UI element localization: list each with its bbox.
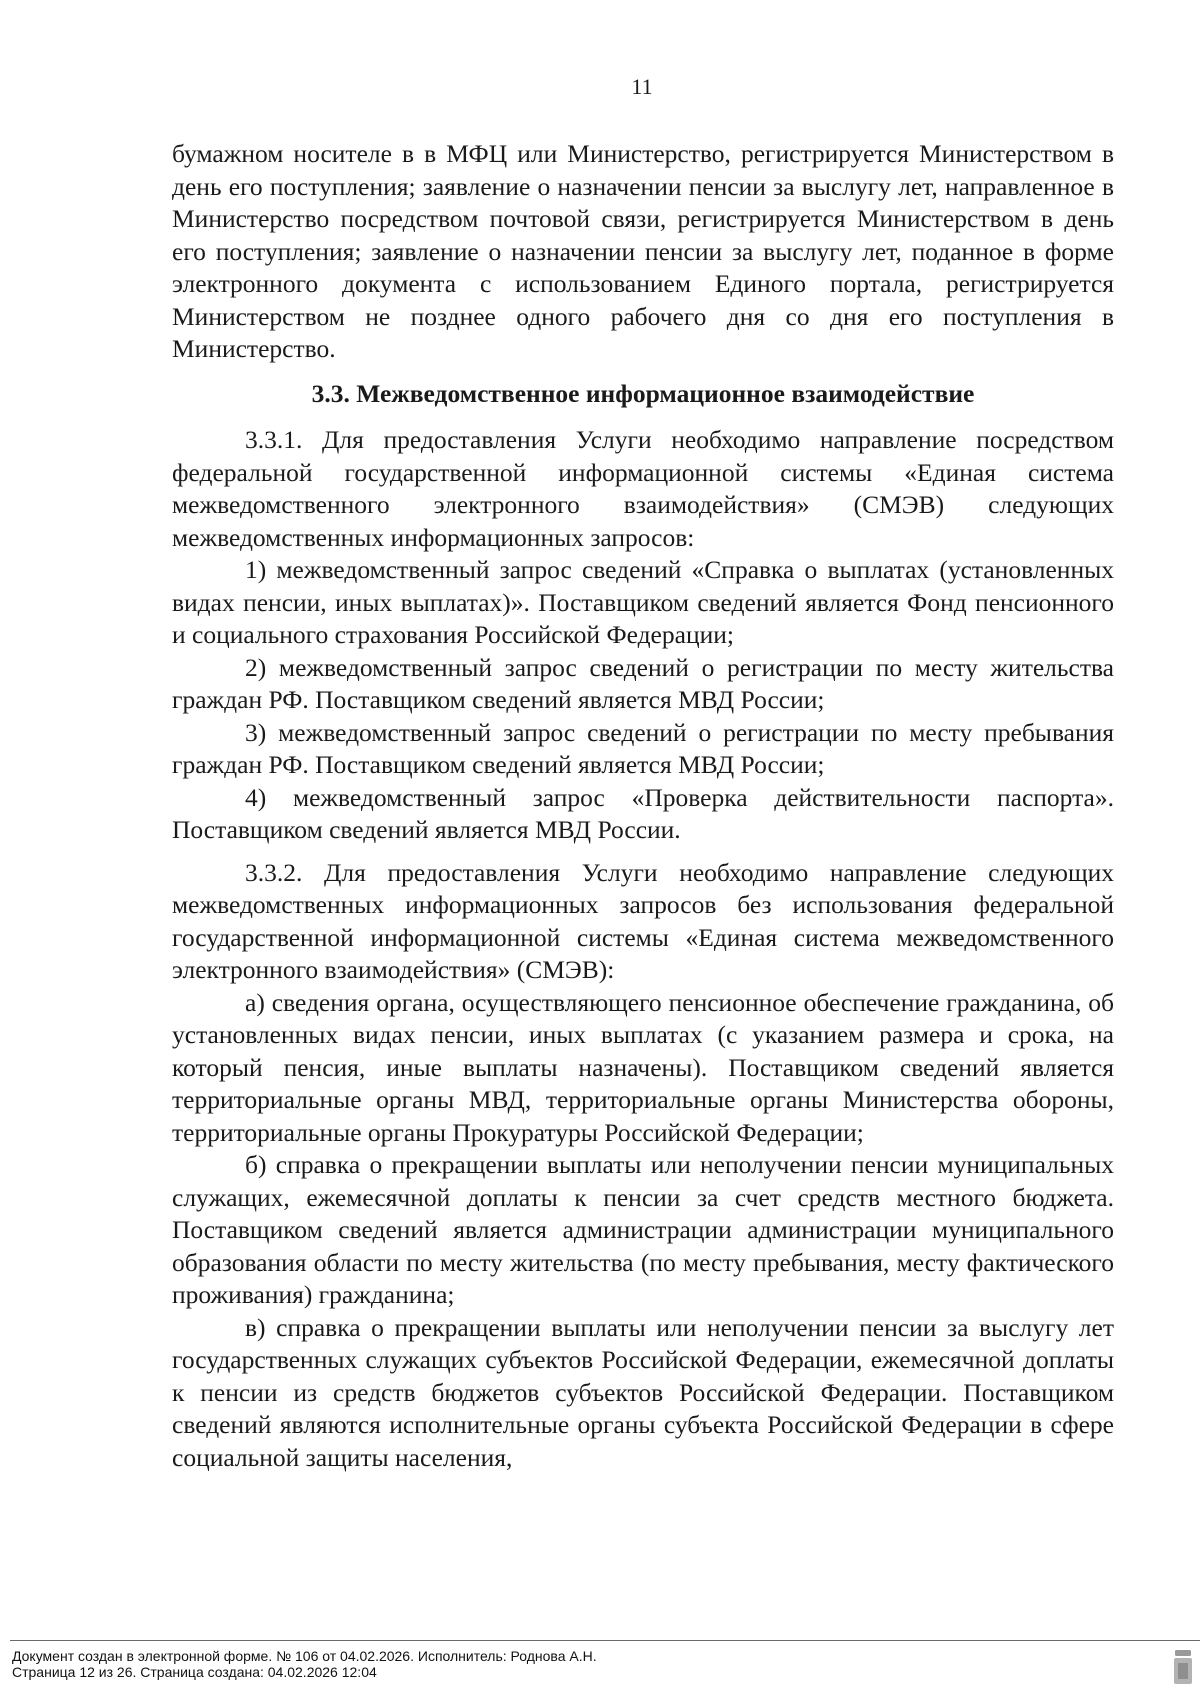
paragraph-3-3-1: 3.3.1. Для предоставления Услуги необходимо направление посредством федеральной государственной информационной системы «Единая система межведомственного электронного взаимодействия» (СМЭВ) следующих межведомственных информационных запросов:: [172, 425, 1114, 552]
document-footer: [12, 1648, 597, 1680]
page-number: 11: [631, 74, 653, 99]
list-item-4: 4) межведомственный запрос «Проверка действительности паспорта». Поставщиком сведений является МВД России.: [172, 782, 1114, 844]
list-item-a: а) сведения органа, осуществляющего пенсионное обеспечение гражданина, об установленных видах пенсии, иных выплатах (с указанием размера и срока, на который пенсия, иные выплаты назначены). Поставщиком сведений является территориальные органы МВД, территориальные органы Министерства обороны, территориальные органы Прокуратуры Российской Федерации;: [172, 987, 1114, 1147]
list-item-b: б) справка о прекращении выплаты или неполучении пенсии муниципальных служащих, ежемесячной доплаты к пенсии за счет средств местного бюджета. Поставщиком сведений является администрации администрации муниципального образования области по месту жительства (по месту пребывания, месту фактического проживания) гражданина;: [172, 1150, 1114, 1309]
document-body: [172, 138, 1114, 1474]
section-heading: 3.3. Межведомственное информационное взаимодействие: [311, 378, 975, 408]
paragraph-3-3-2: 3.3.2. Для предоставления Услуги необходимо направление следующих межведомственных информационных запросов без использования федеральной государственной информационной системы «Единая система межведомственного электронного взаимодействия» (СМЭВ):: [172, 857, 1114, 984]
list-item-2: 2) межведомственный запрос сведений о регистрации по месту жительства граждан РФ. Поставщиком сведений является МВД России;: [172, 652, 1114, 714]
list-item-v: в) справка о прекращении выплаты или неполучении пенсии за выслугу лет государственных служащих субъектов Российской Федерации, ежемесячной доплаты к пенсии из средств бюджетов субъектов Российской Федерации. Поставщиком сведений являются исполнительные органы субъекта Российской Федерации в сфере социальной защиты населения,: [172, 1312, 1114, 1472]
list-item-3: 3) межведомственный запрос сведений о регистрации по месту пребывания граждан РФ. Поставщиком сведений является МВД России;: [172, 717, 1114, 779]
footer-line-2: Страница 12 из 26. Страница создана: 04.02.2026 12:04: [12, 1664, 377, 1680]
footer-divider: [10, 1640, 1200, 1641]
footer-line-1: Документ создан в электронной форме. № 106 от 04.02.2026. Исполнитель: Роднова А.Н.: [12, 1648, 597, 1664]
paragraph-continuation: бумажном носителе в в МФЦ или Министерство, регистрируется Министерством в день его поступления; заявление о назначении пенсии за выслугу лет, направленное в Министерство посредством почтовой связи, регистрируется Министерством в день его поступления; заявление о назначении пенсии за выслугу лет, поданное в форме электронного документа с использованием Единого портала, регистрируется Министерством не позднее одного рабочего дня со дня его поступления в Министерство.: [172, 139, 1114, 363]
emblem-icon: [1172, 1650, 1194, 1686]
list-item-1: 1) межведомственный запрос сведений «Справка о выплатах (установленных видах пенсии, иных выплатах)». Поставщиком сведений является Фонд пенсионного и социального страхования Российской Федерации;: [172, 555, 1114, 649]
